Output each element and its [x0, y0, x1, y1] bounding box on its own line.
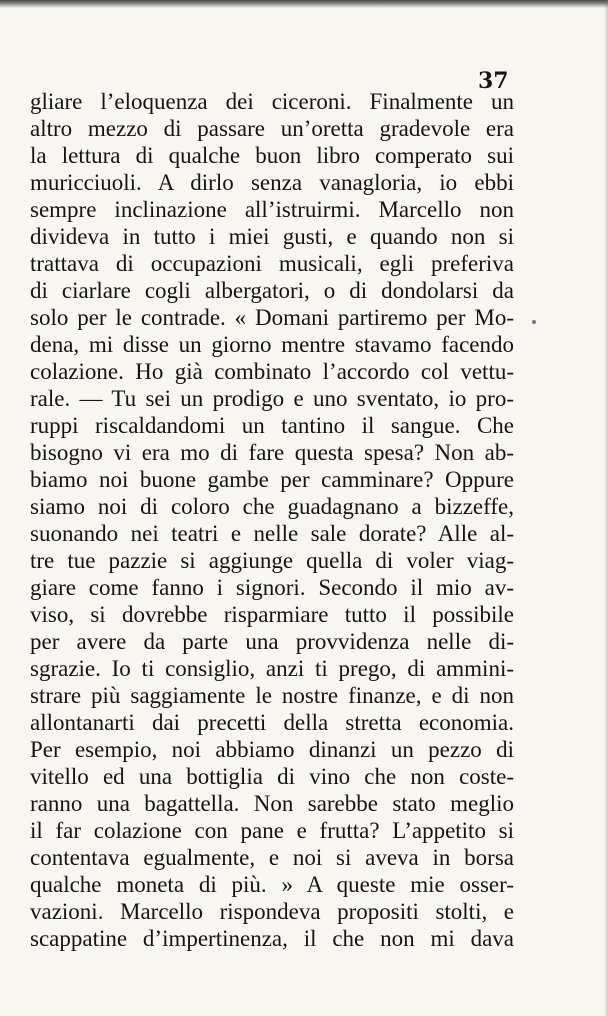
text-line: Per esempio, noi abbiamo dinanzi un pezzo di	[30, 737, 514, 762]
text-line: vitello ed una bottiglia di vino che non coste-	[30, 764, 514, 789]
text-line: altro mezzo di passare un’oretta gradevole era	[30, 116, 514, 141]
page-top-shadow	[0, 0, 608, 8]
text-line: per avere da parte una provvidenza nelle di-	[30, 629, 514, 654]
text-line: vazioni. Marcello rispondeva propositi stolti, e	[30, 899, 514, 924]
text-line: bisogno vi era mo di fare questa spesa? Non ab-	[30, 440, 514, 465]
paper-speck	[532, 320, 536, 324]
text-line: divideva in tutto i miei gusti, e quando non si	[30, 224, 514, 249]
text-line: biamo noi buone gambe per camminare? Oppure	[30, 467, 514, 492]
text-line: ranno una bagattella. Non sarebbe stato meglio	[30, 791, 514, 816]
text-line: la lettura di qualche buon libro comperato sui	[30, 143, 514, 168]
text-line: strare più saggiamente le nostre finanze, e di non	[30, 683, 514, 708]
text-line: siamo noi di coloro che guadagnano a bizzeffe,	[30, 494, 514, 519]
text-line: qualche moneta di più. » A queste mie osser-	[30, 872, 514, 897]
body-text	[30, 88, 514, 952]
text-line: trattava di occupazioni musicali, egli preferiva	[30, 251, 514, 276]
text-line: ruppi riscaldandomi un tantino il sangue. Che	[30, 413, 514, 438]
text-line: gliare l’eloquenza dei ciceroni. Finalmente un	[30, 89, 514, 114]
text-line: allontanarti dai precetti della stretta economia.	[30, 710, 514, 735]
text-line: colazione. Ho già combinato l’accordo col vettu-	[30, 359, 514, 384]
text-line: giare come fanno i signori. Secondo il mio av-	[30, 575, 514, 600]
text-line: il far colazione con pane e frutta? L’appetito si	[30, 818, 514, 843]
text-line: suonando nei teatri e nelle sale dorate? Alle al-	[30, 521, 514, 546]
page-right-shadow	[604, 0, 608, 1016]
text-line: rale. — Tu sei un prodigo e uno sventato, io pro-	[30, 386, 514, 411]
text-line: di ciarlare cogli albergatori, o di dondolarsi da	[30, 278, 514, 303]
text-line: muricciuoli. A dirlo senza vanagloria, io ebbi	[30, 170, 514, 195]
text-line: sgrazie. Io ti consiglio, anzi ti prego, di ammini-	[30, 656, 514, 681]
text-line: tre tue pazzie si aggiunge quella di voler viag-	[30, 548, 514, 573]
text-line: contentava egualmente, e noi si aveva in borsa	[30, 845, 514, 870]
text-line: solo per le contrade. « Domani partiremo per Mo-	[30, 305, 514, 330]
page-number: 37	[478, 68, 509, 94]
text-line: viso, si dovrebbe risparmiare tutto il possibile	[30, 602, 514, 627]
text-line: sempre inclinazione all’istruirmi. Marcello non	[30, 197, 514, 222]
text-line: scappatine d’impertinenza, il che non mi dava	[30, 926, 514, 951]
text-line: dena, mi disse un giorno mentre stavamo facendo	[30, 332, 514, 357]
